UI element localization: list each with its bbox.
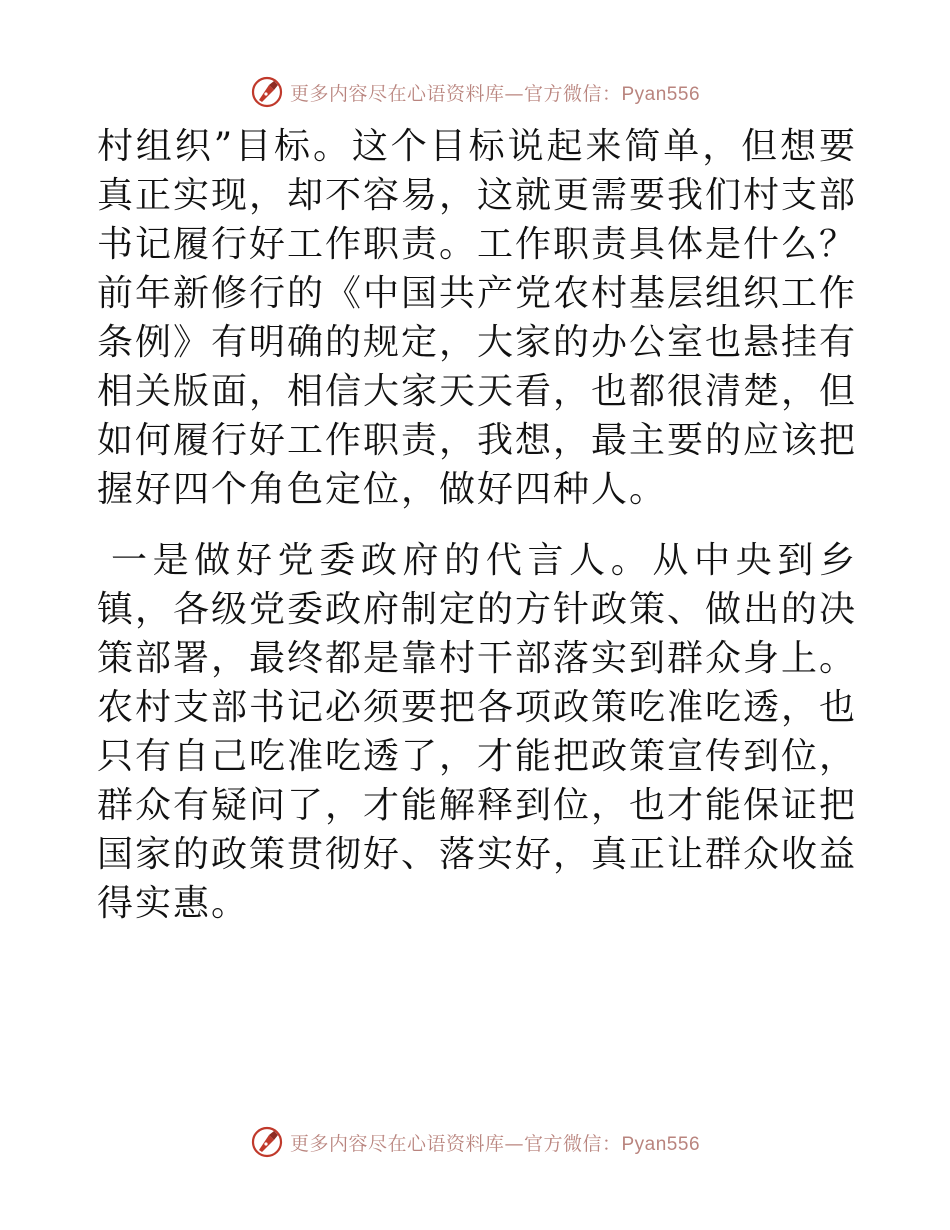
header-banner-text: 更多内容尽在心语资料库—官方微信：Pyan556	[289, 82, 701, 105]
header-banner	[0, 72, 950, 112]
pen-nib-logo-icon	[250, 1125, 284, 1159]
paragraph-2: 一是做好党委政府的代言人。从中央到乡镇，各级党委政府制定的方针政策、做出的决策部署，最终都是靠村干部落实到群众身上。农村支部书记必须要把各项政策吃准吃透，也只有自己吃准吃透了，才能把政策宣传到位，群众有疑问了，才能解释到位，也才能保证把国家的政策贯彻好、落实好，真正让群众收益得实惠。	[97, 540, 858, 924]
document-body	[97, 122, 857, 928]
paragraph-1: 村组织”目标。这个目标说起来简单，但想要真正实现，却不容易，这就更需要我们村支部书记履行好工作职责。工作职责具体是什么？前年新修行的《中国共产党农村基层组织工作条例》有明确的规定，大家的办公室也悬挂有相关版面，相信大家天天看，也都很清楚，但如何履行好工作职责，我想，最主要的应该把握好四个角色定位，做好四种人。	[97, 126, 858, 510]
header-wechat-id: Pyan556	[621, 83, 701, 105]
footer-banner-text: 更多内容尽在心语资料库—官方微信：Pyan556	[289, 1132, 701, 1155]
footer-wechat-id: Pyan556	[621, 1133, 701, 1155]
pen-nib-logo-icon	[250, 75, 284, 109]
footer-banner	[0, 1122, 950, 1162]
